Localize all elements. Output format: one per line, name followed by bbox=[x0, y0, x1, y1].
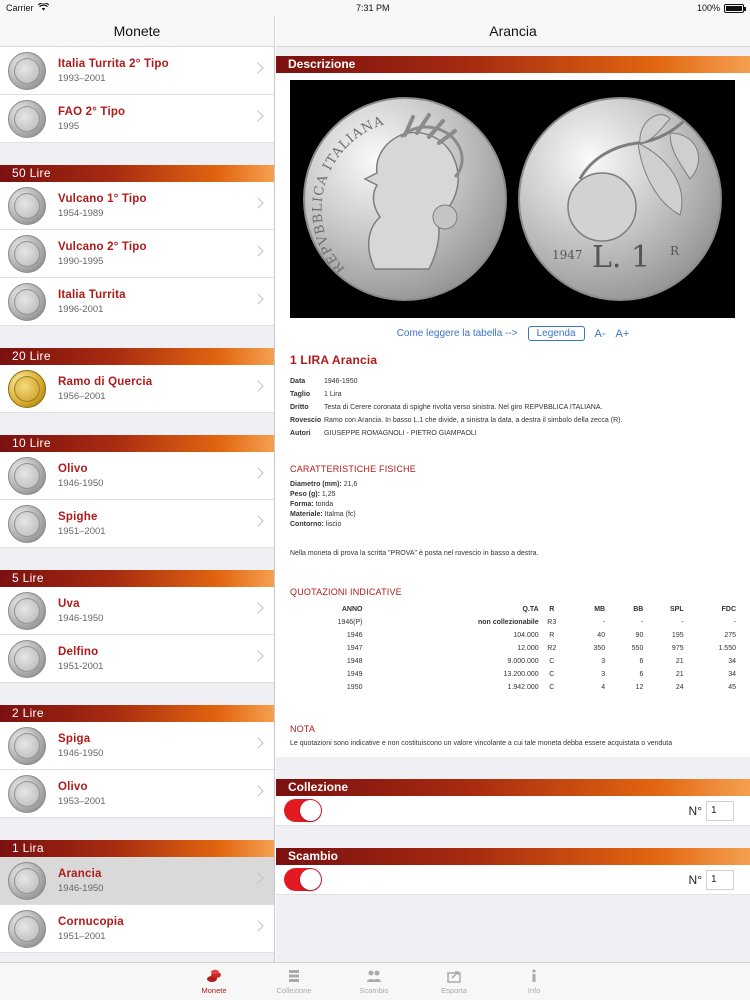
coin-years: 1946-1950 bbox=[58, 477, 104, 489]
coin-title: Vulcano 2° Tipo bbox=[58, 240, 147, 253]
chevron-right-icon bbox=[252, 872, 263, 883]
coin-thumbnail bbox=[8, 640, 46, 678]
tab-monete[interactable] bbox=[174, 963, 254, 1000]
quotes-row bbox=[290, 616, 736, 629]
clock: 7:31 PM bbox=[355, 3, 390, 13]
quotes-cell: 1950 bbox=[346, 684, 363, 691]
coin-thumbnail bbox=[8, 457, 46, 495]
chevron-right-icon bbox=[252, 197, 263, 208]
chevron-right-icon bbox=[252, 245, 263, 256]
coin-detail[interactable] bbox=[276, 47, 750, 962]
list-item[interactable] bbox=[0, 635, 274, 683]
quotes-header-cell: R bbox=[549, 606, 555, 613]
quotes-cell: 6 bbox=[639, 658, 644, 665]
chevron-right-icon bbox=[252, 62, 263, 73]
list-item[interactable] bbox=[0, 905, 274, 953]
coin-title: FAO 2° Tipo bbox=[58, 105, 126, 118]
proof-note: Nella moneta di prova la scritta "PROVA" è posta nel rovescio in basso a destra. bbox=[290, 550, 539, 557]
coin-years: 1953–2001 bbox=[58, 795, 106, 807]
scambio-num-label: N° bbox=[688, 872, 702, 887]
chevron-right-icon bbox=[252, 602, 263, 613]
coin-mint-text: R bbox=[669, 244, 679, 258]
chevron-right-icon bbox=[252, 737, 263, 748]
section-header-descrizione: Descrizione bbox=[276, 56, 750, 73]
quotes-cell: 1.550 bbox=[718, 645, 736, 652]
master-navbar bbox=[0, 16, 275, 47]
coin-years: 1996-2001 bbox=[58, 303, 104, 315]
info-value: 1 Lira bbox=[324, 391, 342, 398]
collezione-quantity-input[interactable] bbox=[706, 801, 734, 821]
quotes-cell: 1946(P) bbox=[337, 619, 363, 626]
quotes-cell: 3 bbox=[601, 658, 606, 665]
list-item[interactable] bbox=[0, 500, 274, 548]
tab-info[interactable] bbox=[494, 963, 574, 1000]
coin-years: 1951–2001 bbox=[58, 525, 106, 537]
quotes-cell: 550 bbox=[631, 645, 644, 652]
detail-navbar bbox=[276, 16, 750, 47]
info-value: Ramo con Arancia. In basso L.1 che divide, a sinistra la data, a destra il simbolo della zecca (R). bbox=[324, 417, 623, 424]
phys-value: liscio bbox=[325, 521, 342, 528]
coin-years: 1993–2001 bbox=[58, 72, 106, 84]
quotes-cell: 21 bbox=[675, 671, 684, 678]
chevron-right-icon bbox=[252, 920, 263, 931]
phys-key: Materiale: bbox=[290, 511, 323, 518]
collezione-num-label: N° bbox=[688, 803, 702, 818]
section-header-10-lire: 10 Lire bbox=[0, 435, 274, 452]
coin-thumbnail bbox=[8, 187, 46, 225]
coin-reverse-image bbox=[518, 97, 722, 301]
coin-title: Italia Turrita 2° Tipo bbox=[58, 57, 169, 70]
quotes-cell: 975 bbox=[671, 645, 684, 652]
coin-years: 1946-1950 bbox=[58, 882, 104, 894]
section-header-collezione: Collezione bbox=[276, 779, 750, 796]
coin-list[interactable] bbox=[0, 47, 275, 962]
quotes-cell: 24 bbox=[675, 684, 684, 691]
quotes-cell: 45 bbox=[728, 684, 736, 691]
quotes-cell: 275 bbox=[724, 632, 736, 639]
nota-text: Le quotazioni sono indicative e non costituiscono un valore vincolante a cui tale moneta debba essere acquistata o venduta bbox=[290, 740, 673, 747]
quotes-cell: 90 bbox=[635, 632, 644, 639]
coin-thumbnail bbox=[8, 52, 46, 90]
coin-title: Spiga bbox=[58, 732, 91, 745]
phys-value: 1,25 bbox=[321, 491, 336, 498]
quotes-table bbox=[290, 603, 736, 694]
stack-icon bbox=[286, 969, 302, 983]
coin-info-table bbox=[290, 375, 736, 440]
tab-scambio[interactable] bbox=[334, 963, 414, 1000]
description-panel bbox=[276, 73, 750, 757]
nota-title: NOTA bbox=[290, 724, 316, 734]
share-icon bbox=[446, 969, 462, 983]
coin-title: Spighe bbox=[58, 510, 98, 523]
chevron-right-icon bbox=[252, 467, 263, 478]
quotes-cell: 104.000 bbox=[513, 632, 539, 639]
coin-years: 1990-1995 bbox=[58, 255, 104, 267]
font-smaller-button[interactable]: A- bbox=[594, 327, 606, 340]
info-value: 1946-1950 bbox=[324, 378, 358, 385]
quotes-header-cell: ANNO bbox=[341, 606, 363, 613]
exchange-icon bbox=[366, 969, 382, 983]
quotes-cell: C bbox=[549, 671, 555, 678]
section-header-1-lira: 1 Lira bbox=[0, 840, 274, 857]
wifi-icon bbox=[38, 3, 49, 13]
quotes-header-cell: BB bbox=[633, 606, 644, 613]
scambio-row bbox=[276, 865, 750, 895]
legenda-button[interactable]: Legenda bbox=[528, 326, 585, 341]
coin-name: 1 LIRA Arancia bbox=[290, 353, 378, 367]
section-header-50-lire: 50 Lire bbox=[0, 165, 274, 182]
coin-thumbnail bbox=[8, 235, 46, 273]
chevron-right-icon bbox=[252, 650, 263, 661]
list-item[interactable] bbox=[0, 278, 274, 326]
quotes-cell: 40 bbox=[597, 632, 606, 639]
quotes-cell: - bbox=[641, 619, 644, 626]
quotes-cell: 12 bbox=[635, 684, 644, 691]
quotes-cell: 1948 bbox=[346, 658, 363, 665]
quotes-cell: - bbox=[733, 619, 736, 626]
list-item[interactable] bbox=[0, 770, 274, 818]
section-header-2-lire: 2 Lire bbox=[0, 705, 274, 722]
chevron-right-icon bbox=[252, 293, 263, 304]
coin-value-text: L. 1 bbox=[591, 240, 650, 275]
chevron-right-icon bbox=[252, 785, 263, 796]
scambio-quantity-input[interactable] bbox=[706, 870, 734, 890]
quotes-row bbox=[290, 681, 736, 694]
master-title: Monete bbox=[113, 23, 161, 39]
coin-years: 1956–2001 bbox=[58, 390, 106, 402]
coin-title: Ramo di Quercia bbox=[58, 375, 153, 388]
quotes-cell: 1946 bbox=[346, 632, 363, 639]
status-bar bbox=[0, 0, 750, 16]
info-icon bbox=[526, 969, 542, 983]
coin-thumbnail bbox=[8, 910, 46, 948]
list-item[interactable] bbox=[0, 95, 274, 143]
quotes-header-cell: SPL bbox=[669, 606, 684, 613]
info-value: Testa di Cerere coronata di spighe rivolta verso sinistra. Nel giro REPVBBLICA ITALIANA. bbox=[324, 404, 603, 411]
legend-row bbox=[290, 326, 736, 341]
coin-obverse-image bbox=[303, 97, 507, 301]
coin-years: 1946-1950 bbox=[58, 747, 104, 759]
quotes-cell: 1.942.000 bbox=[507, 684, 539, 691]
quotes-cell: 4 bbox=[601, 684, 606, 691]
quotes-header-cell: Q.TA bbox=[522, 606, 539, 613]
section-header-scambio: Scambio bbox=[276, 848, 750, 865]
detail-title: Arancia bbox=[489, 23, 537, 39]
phys-key: Forma: bbox=[290, 501, 314, 508]
collezione-toggle[interactable] bbox=[284, 799, 322, 822]
scambio-toggle[interactable] bbox=[284, 868, 322, 891]
tab-bar bbox=[0, 962, 750, 1000]
font-bigger-button[interactable]: A+ bbox=[615, 327, 630, 340]
quotes-cell: 13.200.000 bbox=[503, 671, 539, 678]
info-key: Autori bbox=[290, 430, 311, 437]
quotes-cell: - bbox=[602, 619, 606, 626]
phys-value: tonda bbox=[315, 501, 334, 508]
coin-years: 1951-2001 bbox=[58, 660, 104, 672]
quotes-header-cell: MB bbox=[594, 606, 606, 613]
phys-value: 21,6 bbox=[343, 481, 358, 488]
carrier-label: Carrier bbox=[6, 3, 34, 13]
tab-label: Monete bbox=[201, 985, 227, 995]
quotes-title: QUOTAZIONI INDICATIVE bbox=[290, 587, 402, 597]
quotes-header-cell: FDC bbox=[721, 606, 736, 613]
coin-thumbnail bbox=[8, 100, 46, 138]
section-header-20-lire: 20 Lire bbox=[0, 348, 274, 365]
how-to-read-link[interactable]: Come leggere la tabella --> bbox=[396, 328, 518, 339]
coin-year-text: 1947 bbox=[551, 248, 583, 262]
tab-label: Scambio bbox=[359, 985, 389, 995]
collezione-row bbox=[276, 796, 750, 826]
list-item[interactable] bbox=[0, 182, 274, 230]
coin-thumbnail bbox=[8, 727, 46, 765]
coin-legend-text: REPVBBLICA ITALIANA bbox=[310, 113, 387, 277]
phys-key: Peso (g): bbox=[290, 491, 320, 498]
list-item-selected[interactable] bbox=[0, 857, 274, 905]
battery-icon bbox=[724, 4, 744, 13]
info-key: Taglio bbox=[290, 391, 311, 398]
tab-esporta[interactable] bbox=[414, 963, 494, 1000]
quotes-cell: 21 bbox=[675, 658, 684, 665]
coin-title: Olivo bbox=[58, 462, 88, 475]
phys-key: Diametro (mm): bbox=[290, 481, 342, 488]
phys-value: Italma (fc) bbox=[324, 511, 356, 518]
tab-collezione[interactable] bbox=[254, 963, 334, 1000]
quotes-cell: - bbox=[681, 619, 684, 626]
coin-years: 1951–2001 bbox=[58, 930, 106, 942]
coin-thumbnail bbox=[8, 775, 46, 813]
list-item[interactable] bbox=[0, 47, 274, 95]
quotes-cell: 1949 bbox=[346, 671, 363, 678]
quotes-row bbox=[290, 629, 736, 642]
list-item[interactable] bbox=[0, 722, 274, 770]
tab-label: Info bbox=[527, 985, 541, 995]
phys-key: Contorno: bbox=[290, 521, 324, 528]
chevron-right-icon bbox=[252, 380, 263, 391]
quotes-cell: 1947 bbox=[346, 645, 363, 652]
chevron-right-icon bbox=[252, 515, 263, 526]
coin-title: Uva bbox=[58, 597, 80, 610]
section-header-5-lire: 5 Lire bbox=[0, 570, 274, 587]
physical-title: CARATTERISTICHE FISICHE bbox=[290, 464, 416, 474]
quotes-row bbox=[290, 642, 736, 655]
list-item[interactable] bbox=[0, 230, 274, 278]
info-key: Dritto bbox=[290, 404, 309, 411]
quotes-cell: 12.000 bbox=[517, 645, 539, 652]
list-item[interactable] bbox=[0, 452, 274, 500]
coin-title: Vulcano 1° Tipo bbox=[58, 192, 147, 205]
quotes-cell: 3 bbox=[601, 671, 606, 678]
coin-title: Arancia bbox=[58, 867, 102, 880]
battery-percent: 100% bbox=[696, 3, 720, 13]
physical-list bbox=[290, 480, 736, 530]
coin-thumbnail bbox=[8, 370, 46, 408]
info-key: Rovescio bbox=[290, 417, 322, 424]
coin-thumbnail bbox=[8, 283, 46, 321]
quotes-header-row bbox=[290, 603, 736, 616]
coin-years: 1946-1950 bbox=[58, 612, 104, 624]
coin-years: 1995 bbox=[58, 120, 80, 132]
list-item[interactable] bbox=[0, 365, 274, 413]
coin-thumbnail bbox=[8, 505, 46, 543]
quotes-cell: 350 bbox=[593, 645, 606, 652]
quotes-cell: C bbox=[549, 684, 555, 691]
quotes-cell: 195 bbox=[671, 632, 684, 639]
info-key: Data bbox=[290, 378, 306, 385]
list-item[interactable] bbox=[0, 587, 274, 635]
coin-title: Cornucopia bbox=[58, 915, 124, 928]
info-value: GIUSEPPE ROMAGNOLI - PIETRO GIAMPAOLI bbox=[324, 430, 477, 437]
quotes-cell: non collezionabile bbox=[477, 619, 539, 626]
quotes-cell: 9.000.000 bbox=[507, 658, 539, 665]
quotes-cell: 34 bbox=[728, 658, 736, 665]
tab-label: Esporta bbox=[441, 985, 467, 995]
coin-title: Italia Turrita bbox=[58, 288, 126, 301]
quotes-cell: R3 bbox=[547, 619, 557, 626]
coin-title: Olivo bbox=[58, 780, 88, 793]
coin-thumbnail bbox=[8, 592, 46, 630]
quotes-row bbox=[290, 655, 736, 668]
quotes-cell: R bbox=[549, 632, 555, 639]
coin-photo bbox=[290, 80, 735, 318]
quotes-cell: 6 bbox=[639, 671, 644, 678]
coin-years: 1954-1989 bbox=[58, 207, 104, 219]
coin-thumbnail bbox=[8, 862, 46, 900]
chevron-right-icon bbox=[252, 110, 263, 121]
quotes-row bbox=[290, 668, 736, 681]
coins-icon bbox=[206, 969, 222, 983]
quotes-cell: 34 bbox=[728, 671, 736, 678]
quotes-cell: C bbox=[549, 658, 555, 665]
coin-title: Delfino bbox=[58, 645, 99, 658]
tab-label: Collezione bbox=[276, 985, 312, 995]
quotes-cell: R2 bbox=[547, 645, 557, 652]
